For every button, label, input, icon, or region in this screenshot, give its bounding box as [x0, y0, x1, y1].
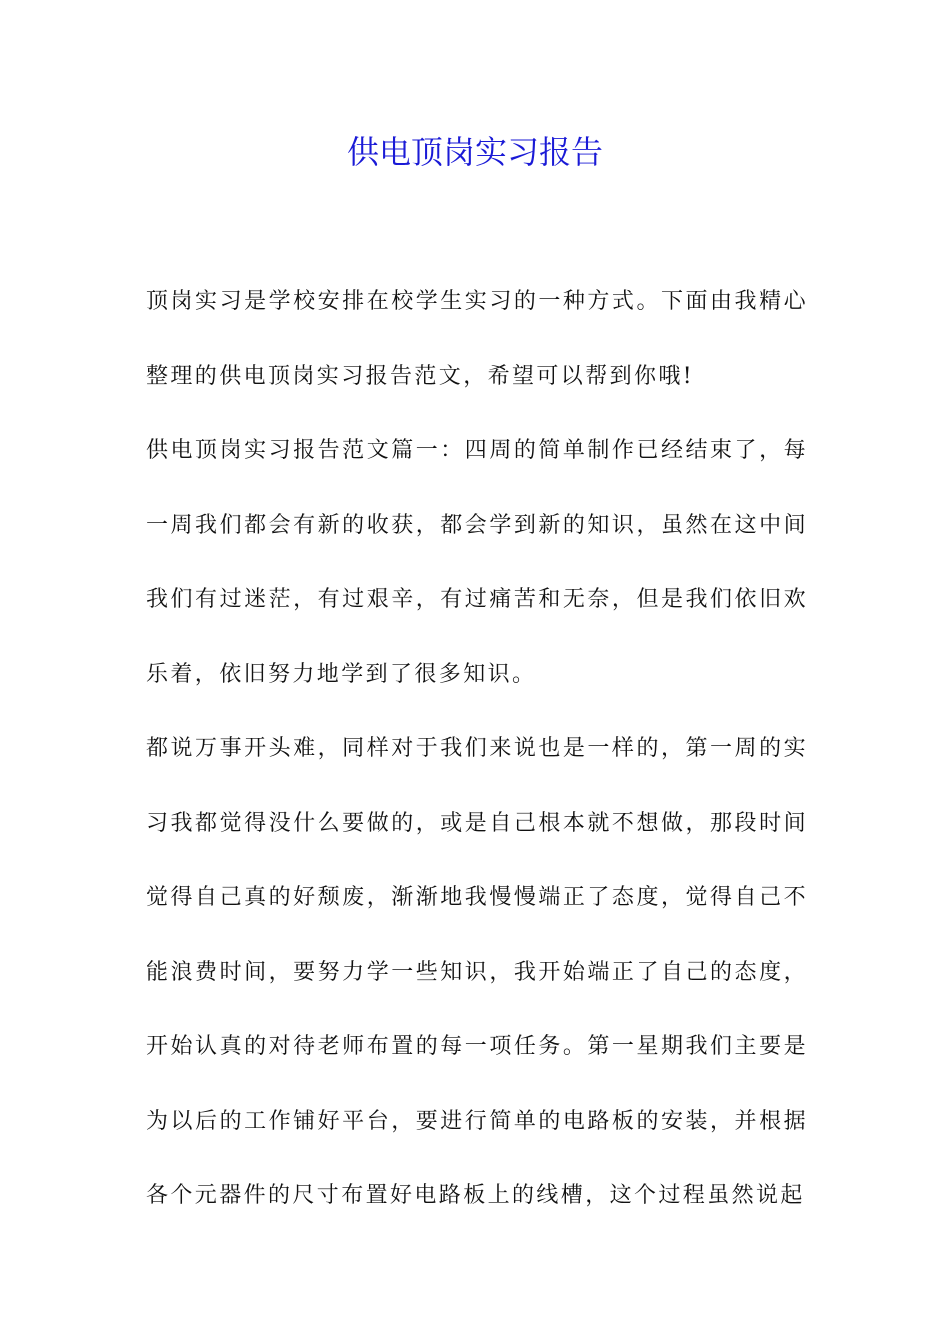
paragraph-intro: 顶岗实习是学校安排在校学生实习的一种方式。下面由我精心整理的供电顶岗实习报告范文，希望可以帮到你哦! — [146, 289, 808, 389]
paragraph-first-week: 都说万事开头难，同样对于我们来说也是一样的，第一周的实习我都觉得没什么要做的，或是自己根本就不想做，那段时间觉得自己真的好颓废，渐渐地我慢慢端正了态度，觉得自己不能浪费时间，要努力学一些知识，我开始端正了自己的态度，开始认真的对待老师布置的每一项任务。第一星期我们主要是为以后的工作铺好平台，要进行简单的电路板的安装，并根据各个元器件的尺寸布置好电路板上的线槽，这个过程虽然说起 — [146, 736, 808, 1208]
paragraph-essay-one: 供电顶岗实习报告范文篇一：四周的简单制作已经结束了，每一周我们都会有新的收获，都会学到新的知识，虽然在这中间我们有过迷茫，有过艰辛，有过痛苦和无奈，但是我们依旧欢乐着，依旧努力地学到了很多知识。 — [146, 438, 808, 687]
document-body — [146, 265, 808, 1234]
document-title: 供电顶岗实习报告 — [346, 133, 603, 171]
